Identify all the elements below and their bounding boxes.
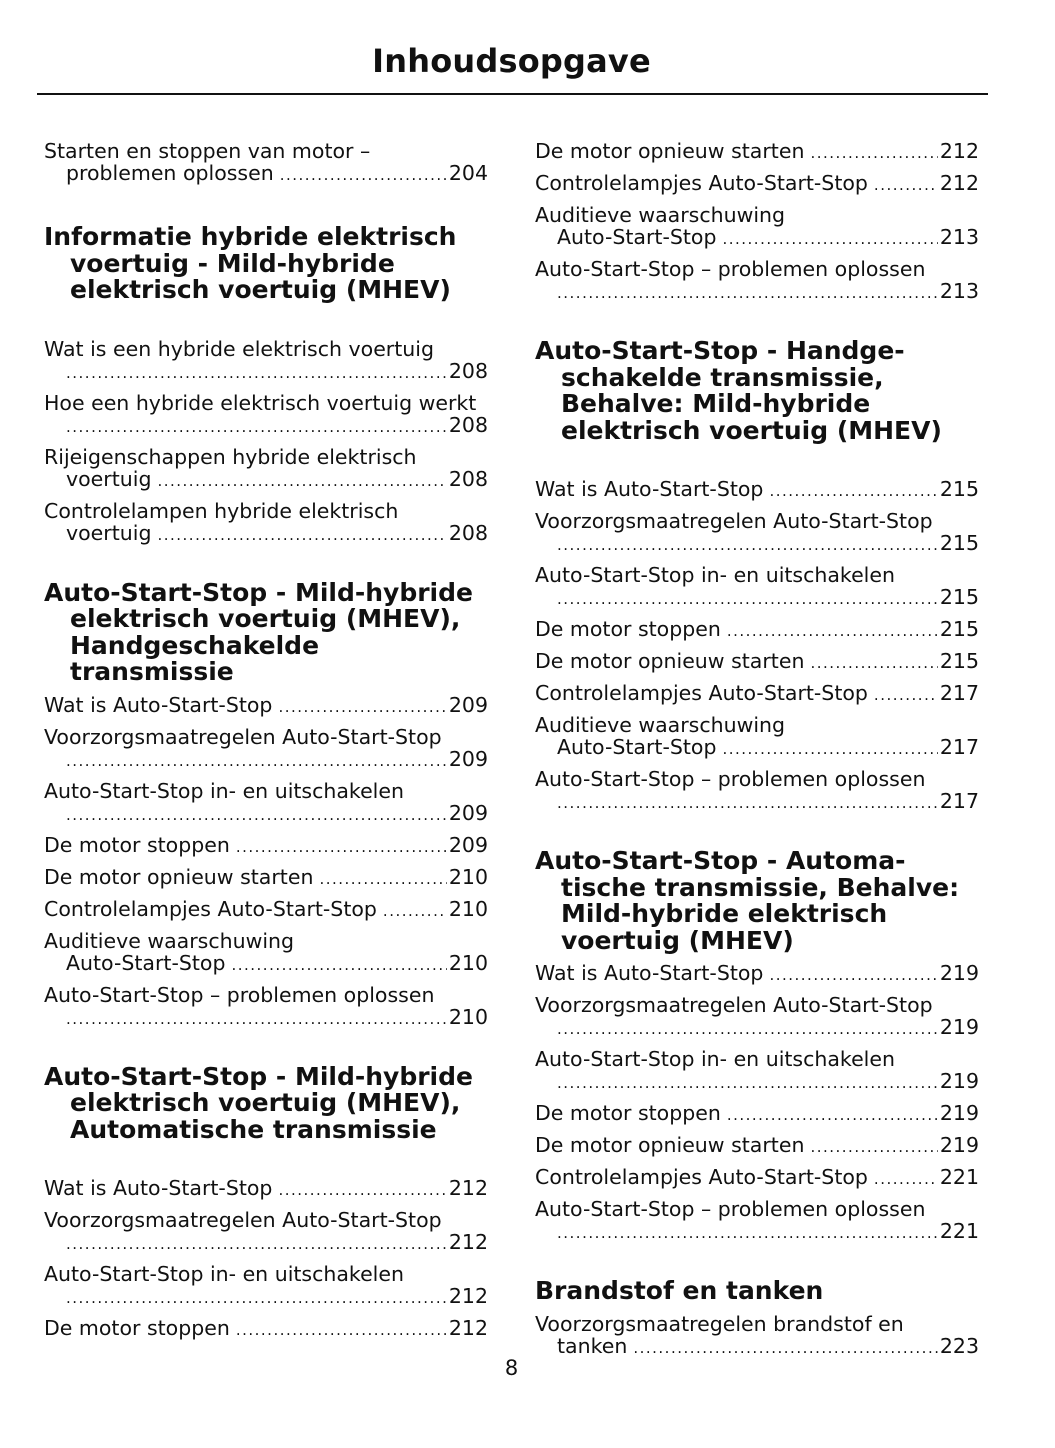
dot-leader [557, 534, 938, 556]
dot-leader [557, 588, 938, 610]
dot-leader [236, 1319, 447, 1341]
entry-title: De motor stoppen [44, 1316, 230, 1340]
dot-leader [278, 696, 446, 718]
page-ref: 221 [939, 1219, 979, 1243]
toc-entry[interactable] [535, 714, 979, 760]
entry-title: Voorzorgsmaatregelen Auto-Start-Stop [44, 724, 442, 749]
entry-title: Auto-Start-Stop in- en uitschakelen [535, 1047, 895, 1071]
entry-title: Auto-Start-Stop – problemen oplossen [44, 982, 435, 1007]
toc-entry[interactable] [44, 1209, 488, 1255]
toc-entry[interactable] [535, 618, 979, 642]
dot-leader [66, 1287, 447, 1309]
entry-title: De motor opnieuw starten [535, 1133, 805, 1157]
page-ref: 210 [448, 864, 488, 889]
entry-title: Voorzorgsmaatregelen brandstof en [535, 1311, 904, 1336]
dot-leader [557, 1018, 938, 1040]
toc-entry[interactable] [535, 1102, 979, 1126]
page-ref: 210 [448, 950, 488, 975]
page-ref: 217 [939, 681, 979, 705]
dot-leader [874, 1168, 938, 1190]
page-ref: 209 [448, 832, 488, 857]
entry-title: Controlelampjes Auto-Start-Stop [535, 681, 868, 705]
page-ref: 215 [939, 649, 979, 673]
page-ref: 212 [939, 171, 979, 195]
toc-entry[interactable] [535, 1198, 979, 1244]
entry-title: De motor opnieuw starten [44, 864, 314, 889]
page-ref: 221 [939, 1165, 979, 1189]
entry-title: Controlelampjes Auto-Start-Stop [535, 1165, 868, 1189]
toc-entry[interactable] [44, 694, 488, 718]
dot-leader [810, 652, 937, 674]
dot-leader [722, 738, 937, 760]
page-ref: 210 [448, 1004, 488, 1029]
page-ref: 219 [939, 1015, 979, 1039]
entry-title: Wat is Auto-Start-Stop [535, 961, 764, 985]
entry-title: De motor stoppen [535, 1101, 721, 1125]
section-heading: Brandstof en tanken [535, 1276, 824, 1305]
entry-title: Starten en stoppen van motor – [44, 139, 371, 163]
section-heading: Auto-Start-Stop - Mild-hybride elektrisch voertuig (MHEV), Handgeschakelde transmissie [44, 577, 473, 686]
dot-leader [319, 868, 446, 890]
entry-title: Voorzorgsmaatregelen Auto-Start-Stop [535, 509, 933, 533]
entry-title: Auto-Start-Stop – problemen oplossen [535, 767, 926, 791]
toc-entry[interactable] [44, 726, 488, 772]
entry-title: Auto-Start-Stop – problemen oplossen [535, 1197, 926, 1221]
entry-title: De motor stoppen [44, 832, 230, 857]
dot-leader [874, 684, 938, 706]
entry-title: Voorzorgsmaatregelen Auto-Start-Stop [535, 993, 933, 1017]
entry-title: Wat is Auto-Start-Stop [44, 1176, 273, 1200]
page-ref: 209 [448, 746, 488, 771]
entry-title: Auditieve waarschuwing [535, 203, 786, 227]
page-ref: 210 [448, 896, 488, 921]
toc-entry[interactable] [44, 930, 488, 976]
dot-leader [557, 1222, 938, 1244]
toc-entry[interactable] [535, 204, 979, 250]
dot-leader [66, 416, 447, 438]
page-ref: 208 [448, 466, 488, 491]
entry-title: Controlelampen hybride elektrisch [44, 498, 399, 523]
entry-title: Auto-Start-Stop in- en uitschakelen [535, 563, 895, 587]
dot-leader [722, 228, 937, 250]
dot-leader [66, 804, 447, 826]
toc-entry[interactable] [44, 834, 488, 858]
dot-leader [280, 164, 447, 186]
toc-entry[interactable] [44, 1317, 488, 1341]
entry-title: Auto-Start-Stop [557, 735, 717, 759]
entry-title: Controlelampjes Auto-Start-Stop [44, 896, 377, 921]
section-heading: Auto-Start-Stop - Handge-schakelde transmissie, Behalve: Mild-hybride elektrisch voertuig (MHEV) [535, 336, 942, 445]
entry-title: Wat is een hybride elektrisch voertuig [44, 336, 434, 361]
dot-leader [383, 900, 447, 922]
toc-entry[interactable] [44, 446, 488, 492]
toc-entry[interactable] [535, 650, 979, 674]
page-ref: 212 [939, 139, 979, 163]
toc-entry[interactable] [44, 984, 488, 1030]
toc-entry[interactable] [535, 994, 979, 1040]
entry-title: problemen oplossen [66, 161, 274, 185]
entry-title: Auto-Start-Stop – problemen oplossen [535, 257, 926, 281]
toc-entry[interactable] [44, 1177, 488, 1201]
page-ref: 204 [448, 161, 488, 185]
dot-leader [231, 954, 446, 976]
dot-leader [874, 174, 938, 196]
toc-entry[interactable] [44, 866, 488, 890]
dot-leader [810, 142, 937, 164]
entry-title: Auto-Start-Stop [66, 950, 226, 975]
toc-entry[interactable] [44, 780, 488, 826]
toc-column-left [44, 140, 488, 1349]
entry-title: Auditieve waarschuwing [44, 928, 295, 953]
toc-entry[interactable] [535, 768, 979, 814]
dot-leader [236, 836, 447, 858]
page-ref: 217 [939, 789, 979, 813]
page-ref: 213 [939, 225, 979, 249]
page-ref: 219 [939, 961, 979, 985]
page-number: 8 [504, 1356, 519, 1380]
entry-title: Voorzorgsmaatregelen Auto-Start-Stop [44, 1208, 442, 1232]
section-heading: Auto-Start-Stop - Mild-hybride elektrisch voertuig (MHEV), Automatische transmissie [44, 1061, 473, 1144]
page-ref: 209 [448, 800, 488, 825]
entry-title: Hoe een hybride elektrisch voertuig werkt [44, 390, 477, 415]
title-divider [37, 93, 988, 95]
entry-title: De motor opnieuw starten [535, 139, 805, 163]
toc-entry[interactable] [44, 392, 488, 438]
page-ref: 213 [939, 279, 979, 303]
dot-leader [557, 792, 938, 814]
section-heading: Auto-Start-Stop - Automa-tische transmissie, Behalve: Mild-hybride elektrisch voertuig (MHEV) [535, 846, 960, 955]
page-ref: 212 [448, 1316, 488, 1340]
toc-entry[interactable] [535, 1134, 979, 1158]
dot-leader [157, 524, 446, 546]
page-ref: 208 [448, 412, 488, 437]
page-ref: 212 [448, 1176, 488, 1200]
page-ref: 208 [448, 520, 488, 545]
dot-leader [157, 470, 446, 492]
entry-title: voertuig [66, 520, 152, 545]
page-ref: 215 [939, 531, 979, 555]
page-ref: 219 [939, 1101, 979, 1125]
toc-entry[interactable] [535, 172, 979, 196]
dot-leader [727, 1104, 938, 1126]
dot-leader [278, 1179, 446, 1201]
toc-entry[interactable] [535, 564, 979, 610]
toc-entry[interactable] [44, 338, 488, 384]
page-ref: 212 [448, 1230, 488, 1254]
toc-entry[interactable] [535, 1313, 979, 1359]
page-ref: 215 [939, 617, 979, 641]
dot-leader [557, 282, 938, 304]
entry-title: Auto-Start-Stop in- en uitschakelen [44, 1262, 404, 1286]
toc-entry[interactable] [535, 962, 979, 986]
page-ref: 209 [448, 692, 488, 717]
entry-title: tanken [557, 1333, 628, 1358]
entry-title: Auditieve waarschuwing [535, 713, 786, 737]
page-ref: 219 [939, 1069, 979, 1093]
dot-leader [66, 750, 447, 772]
page-ref: 212 [448, 1284, 488, 1308]
toc-entry[interactable] [535, 140, 979, 164]
entry-title: Wat is Auto-Start-Stop [44, 692, 273, 717]
dot-leader [557, 1072, 938, 1094]
dot-leader [66, 362, 447, 384]
page-ref: 215 [939, 585, 979, 609]
page-ref: 219 [939, 1133, 979, 1157]
section-heading: Informatie hybride elektrisch voertuig - Mild-hybride elektrisch voertuig (MHEV) [44, 222, 457, 304]
toc-entry[interactable] [44, 898, 488, 922]
entry-title: Rijeigenschappen hybride elektrisch [44, 444, 417, 469]
dot-leader [810, 1136, 937, 1158]
dot-leader [769, 964, 937, 986]
entry-title: Wat is Auto-Start-Stop [535, 477, 764, 501]
toc-entry[interactable] [535, 1166, 979, 1190]
dot-leader [769, 480, 937, 502]
dot-leader [727, 620, 938, 642]
toc-entry[interactable] [44, 140, 488, 186]
toc-entry[interactable] [535, 510, 979, 556]
toc-entry[interactable] [535, 682, 979, 706]
entry-title: Controlelampjes Auto-Start-Stop [535, 171, 868, 195]
entry-title: De motor opnieuw starten [535, 649, 805, 673]
dot-leader [66, 1233, 447, 1255]
toc-entry[interactable] [535, 1048, 979, 1094]
entry-title: Auto-Start-Stop [557, 225, 717, 249]
entry-title: De motor stoppen [535, 617, 721, 641]
page-title: Inhoudsopgave [372, 42, 651, 80]
page-ref: 223 [939, 1333, 979, 1358]
toc-column-right [535, 140, 979, 1367]
toc-entry[interactable] [44, 500, 488, 546]
toc-entry[interactable] [535, 258, 979, 304]
toc-entry[interactable] [535, 478, 979, 502]
page-ref: 217 [939, 735, 979, 759]
dot-leader [66, 1008, 447, 1030]
entry-title: voertuig [66, 466, 152, 491]
toc-entry[interactable] [44, 1263, 488, 1309]
page-ref: 208 [448, 358, 488, 383]
entry-title: Auto-Start-Stop in- en uitschakelen [44, 778, 404, 803]
page-ref: 215 [939, 477, 979, 501]
